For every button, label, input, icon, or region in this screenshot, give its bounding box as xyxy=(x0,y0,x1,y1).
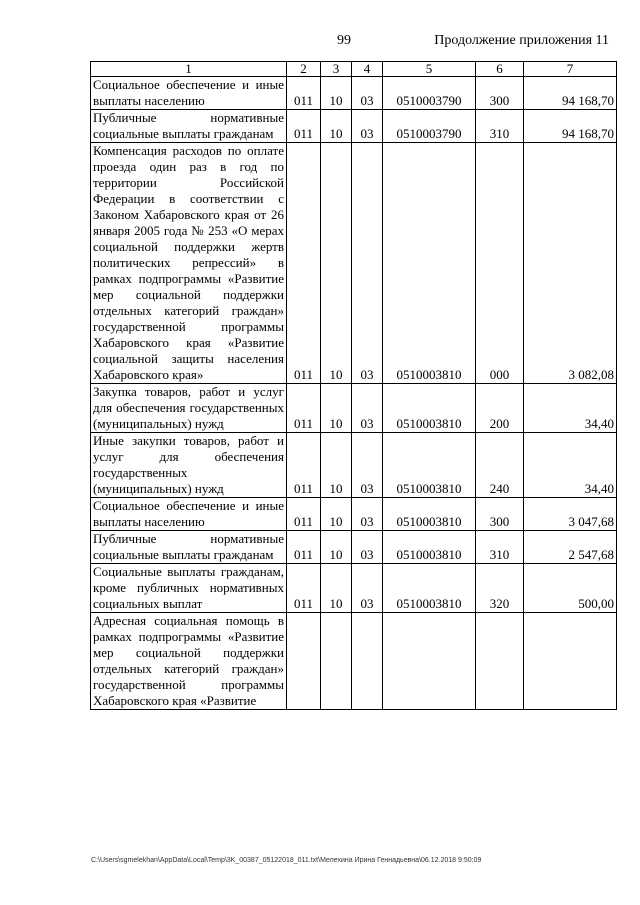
table-row xyxy=(91,564,617,613)
row-code-3: 10 xyxy=(321,433,352,498)
row-code-5: 0510003810 xyxy=(383,498,476,531)
row-amount: 3 082,08 xyxy=(524,143,617,384)
row-code-3: 10 xyxy=(321,110,352,143)
row-code-4: 03 xyxy=(352,384,383,433)
footer-file-path: C:\Users\sgmelekhan\AppData\Local\Temp\3K_00387_05122018_011.txt\Мелехина Ирина Геннадьевна\06.12.2018 9:50:09 xyxy=(91,857,482,864)
row-code-4: 03 xyxy=(352,110,383,143)
row-description: Компенсация расходов по оплате проезда один раз в год по территории Российской Федерации в соответствии с Законом Хабаровского края от 26 января 2005 года № 253 «О мерах социальной поддержки жертв политических репрессий» в рамках подпрограммы «Развитие мер социальной поддержки отдельных категорий граждан» государственной программы Хабаровского края «Развитие социальной защиты населения Хабаровского края» xyxy=(91,143,287,384)
row-code-4 xyxy=(352,613,383,710)
header-row xyxy=(91,62,617,77)
row-code-6: 310 xyxy=(476,110,524,143)
row-code-2: 011 xyxy=(287,384,321,433)
row-amount: 3 047,68 xyxy=(524,498,617,531)
column-header: 6 xyxy=(476,62,524,77)
row-description: Адресная социальная помощь в рамках подпрограммы «Развитие мер социальной поддержки отдельных категорий граждан» государственной программы Хабаровского края «Развитие xyxy=(91,613,287,710)
row-code-2: 011 xyxy=(287,498,321,531)
row-code-2: 011 xyxy=(287,531,321,564)
table-row xyxy=(91,77,617,110)
budget-table xyxy=(90,61,617,710)
row-code-3 xyxy=(321,613,352,710)
row-code-4: 03 xyxy=(352,531,383,564)
row-code-4: 03 xyxy=(352,143,383,384)
row-description: Социальное обеспечение и иные выплаты населению xyxy=(91,77,287,110)
row-code-5 xyxy=(383,613,476,710)
column-header: 1 xyxy=(91,62,287,77)
row-code-6: 300 xyxy=(476,498,524,531)
column-header: 2 xyxy=(287,62,321,77)
row-description: Закупка товаров, работ и услуг для обеспечения государственных (муниципальных) нужд xyxy=(91,384,287,433)
row-code-5: 0510003790 xyxy=(383,77,476,110)
table-row xyxy=(91,143,617,384)
row-code-5: 0510003810 xyxy=(383,564,476,613)
row-amount: 94 168,70 xyxy=(524,110,617,143)
column-header: 7 xyxy=(524,62,617,77)
row-code-6: 300 xyxy=(476,77,524,110)
table-row xyxy=(91,384,617,433)
row-code-2: 011 xyxy=(287,110,321,143)
row-amount: 34,40 xyxy=(524,433,617,498)
row-code-3: 10 xyxy=(321,143,352,384)
table-row xyxy=(91,498,617,531)
column-header: 5 xyxy=(383,62,476,77)
row-amount: 94 168,70 xyxy=(524,77,617,110)
row-code-5: 0510003810 xyxy=(383,433,476,498)
row-code-3: 10 xyxy=(321,564,352,613)
row-description: Иные закупки товаров, работ и услуг для обеспечения государственных (муниципальных) нужд xyxy=(91,433,287,498)
row-code-6: 000 xyxy=(476,143,524,384)
row-code-6: 310 xyxy=(476,531,524,564)
row-code-2: 011 xyxy=(287,564,321,613)
row-amount: 500,00 xyxy=(524,564,617,613)
row-description: Публичные нормативные социальные выплаты гражданам xyxy=(91,531,287,564)
column-header: 3 xyxy=(321,62,352,77)
row-code-3: 10 xyxy=(321,77,352,110)
row-code-4: 03 xyxy=(352,498,383,531)
row-code-3: 10 xyxy=(321,531,352,564)
row-amount: 34,40 xyxy=(524,384,617,433)
table-row xyxy=(91,433,617,498)
row-amount: 2 547,68 xyxy=(524,531,617,564)
page-number: 99 xyxy=(337,33,351,48)
row-code-2 xyxy=(287,613,321,710)
row-description: Социальные выплаты гражданам, кроме публичных нормативных социальных выплат xyxy=(91,564,287,613)
row-code-6 xyxy=(476,613,524,710)
row-code-3: 10 xyxy=(321,498,352,531)
row-code-2: 011 xyxy=(287,143,321,384)
table-row xyxy=(91,110,617,143)
row-code-2: 011 xyxy=(287,433,321,498)
table-row xyxy=(91,613,617,710)
row-code-5: 0510003810 xyxy=(383,143,476,384)
row-code-4: 03 xyxy=(352,77,383,110)
row-code-2: 011 xyxy=(287,77,321,110)
row-code-5: 0510003810 xyxy=(383,531,476,564)
row-code-6: 240 xyxy=(476,433,524,498)
row-code-6: 320 xyxy=(476,564,524,613)
continuation-title: Продолжение приложения 11 xyxy=(434,33,609,48)
table-row xyxy=(91,531,617,564)
row-code-4: 03 xyxy=(352,564,383,613)
row-code-6: 200 xyxy=(476,384,524,433)
row-description: Публичные нормативные социальные выплаты гражданам xyxy=(91,110,287,143)
row-code-5: 0510003810 xyxy=(383,384,476,433)
row-amount xyxy=(524,613,617,710)
row-code-4: 03 xyxy=(352,433,383,498)
row-code-3: 10 xyxy=(321,384,352,433)
row-description: Социальное обеспечение и иные выплаты населению xyxy=(91,498,287,531)
column-header: 4 xyxy=(352,62,383,77)
row-code-5: 0510003790 xyxy=(383,110,476,143)
